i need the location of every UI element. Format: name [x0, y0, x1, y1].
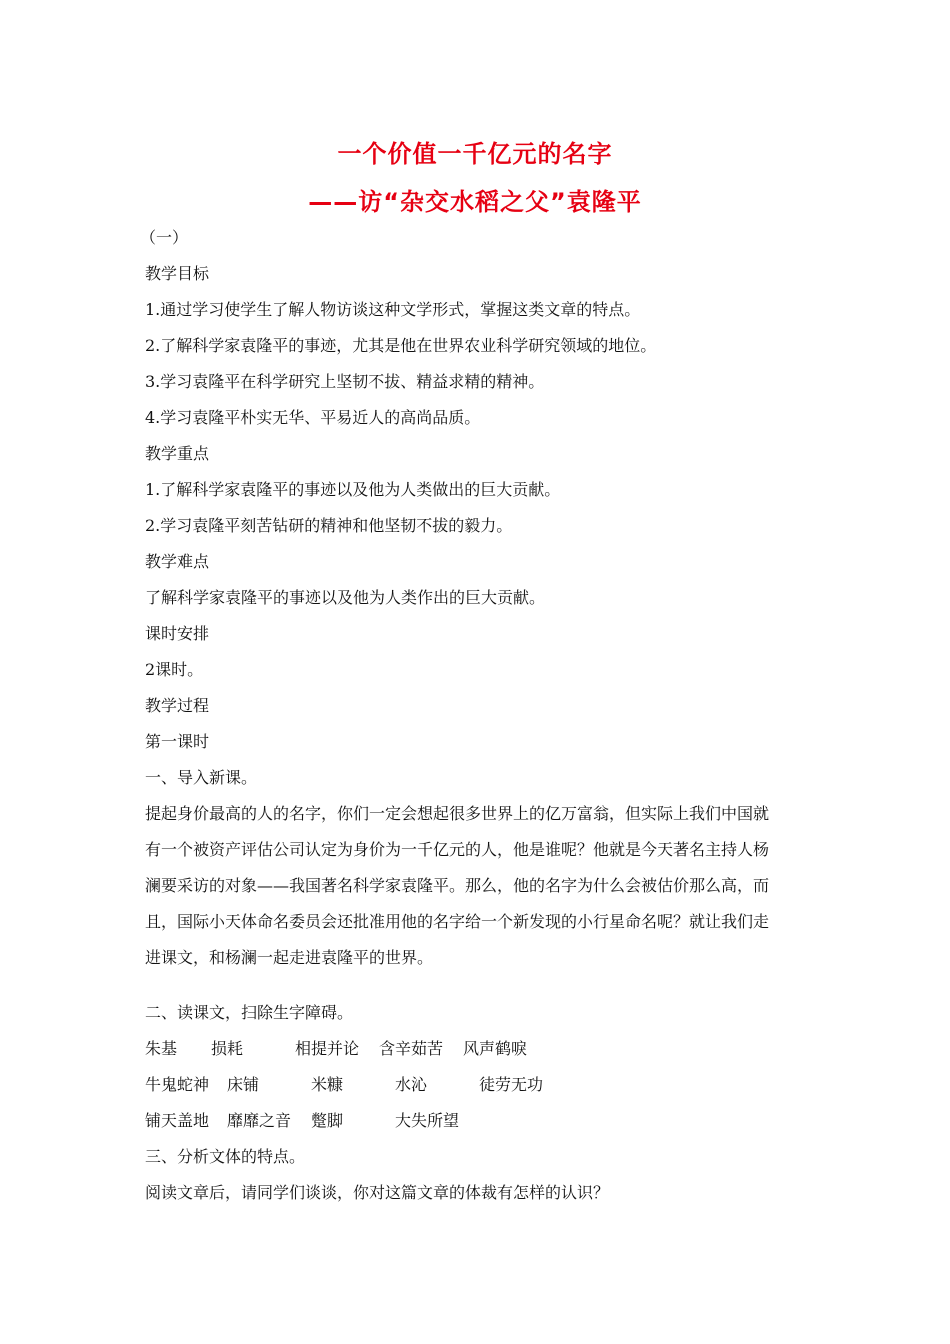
vocab-row [145, 1039, 785, 1059]
vocab-word: 大失所望 [395, 1111, 460, 1130]
goal-item: 2.了解科学家袁隆平的事迹，尤其是他在世界农业科学研究领域的地位。 [145, 336, 657, 355]
lesson-heading: 第一课时 [145, 732, 210, 751]
step3-text: 阅读文章后，请同学们谈谈，你对这篇文章的体裁有怎样的认识？ [145, 1183, 610, 1202]
vocab-word: 牛鬼蛇神 [145, 1075, 210, 1094]
vocab-word: 风声鹤唳 [463, 1039, 528, 1058]
document-title: 一个价值一千亿元的名字 [337, 140, 613, 168]
key-point-item: 1.了解科学家袁隆平的事迹以及他为人类做出的巨大贡献。 [145, 480, 561, 499]
difficulty-text: 了解科学家袁隆平的事迹以及他为人类作出的巨大贡献。 [145, 588, 546, 607]
vocab-word: 朱基 [145, 1039, 178, 1058]
key-points-heading: 教学重点 [145, 444, 210, 463]
vocab-word: 靡靡之音 [227, 1111, 292, 1130]
document-subtitle: ——访“杂交水稻之父”袁隆平 [308, 188, 642, 216]
paragraph-line: 有一个被资产评估公司认定为身价为一千亿元的人，他是谁呢？他就是今天著名主持人杨 [145, 840, 770, 859]
process-heading: 教学过程 [145, 696, 210, 715]
goal-item: 1.通过学习使学生了解人物访谈这种文学形式，掌握这类文章的特点。 [145, 300, 641, 319]
vocab-row [145, 1075, 785, 1095]
step1-paragraph [145, 804, 810, 984]
vocab-word: 相提并论 [295, 1039, 360, 1058]
paragraph-line: 进课文，和杨澜一起走进袁隆平的世界。 [145, 948, 434, 967]
step3-heading: 三、分析文体的特点。 [145, 1147, 306, 1166]
vocab-word: 水沁 [395, 1075, 428, 1094]
key-point-item: 2.学习袁隆平刻苦钻研的精神和他坚韧不拔的毅力。 [145, 516, 513, 535]
schedule-text: 2课时。 [145, 660, 204, 679]
vocab-row [145, 1111, 785, 1131]
vocab-word: 铺天盖地 [145, 1111, 210, 1130]
goal-item: 3.学习袁隆平在科学研究上坚韧不拔、精益求精的精神。 [145, 372, 545, 391]
difficulty-heading: 教学难点 [145, 552, 210, 571]
section-mark: （一） [140, 228, 189, 247]
vocab-word: 蹩脚 [311, 1111, 344, 1130]
vocab-word: 徒劳无功 [479, 1075, 544, 1094]
vocab-word: 床铺 [227, 1075, 260, 1094]
paragraph-line: 提起身价最高的人的名字，你们一定会想起很多世界上的亿万富翁，但实际上我们中国就 [145, 804, 770, 823]
step2-heading: 二、读课文，扫除生字障碍。 [145, 1003, 354, 1022]
paragraph-line: 且，国际小天体命名委员会还批准用他的名字给一个新发现的小行星命名呢？就让我们走 [145, 912, 770, 931]
paragraph-line: 澜要采访的对象——我国著名科学家袁隆平。那么，他的名字为什么会被估价那么高，而 [145, 876, 770, 895]
goal-item: 4.学习袁隆平朴实无华、平易近人的高尚品质。 [145, 408, 481, 427]
vocab-word: 含辛茹苦 [379, 1039, 444, 1058]
vocab-word: 损耗 [211, 1039, 244, 1058]
step1-heading: 一、导入新课。 [145, 768, 258, 787]
goals-heading: 教学目标 [145, 264, 210, 283]
vocab-word: 米糠 [311, 1075, 344, 1094]
schedule-heading: 课时安排 [145, 624, 210, 643]
